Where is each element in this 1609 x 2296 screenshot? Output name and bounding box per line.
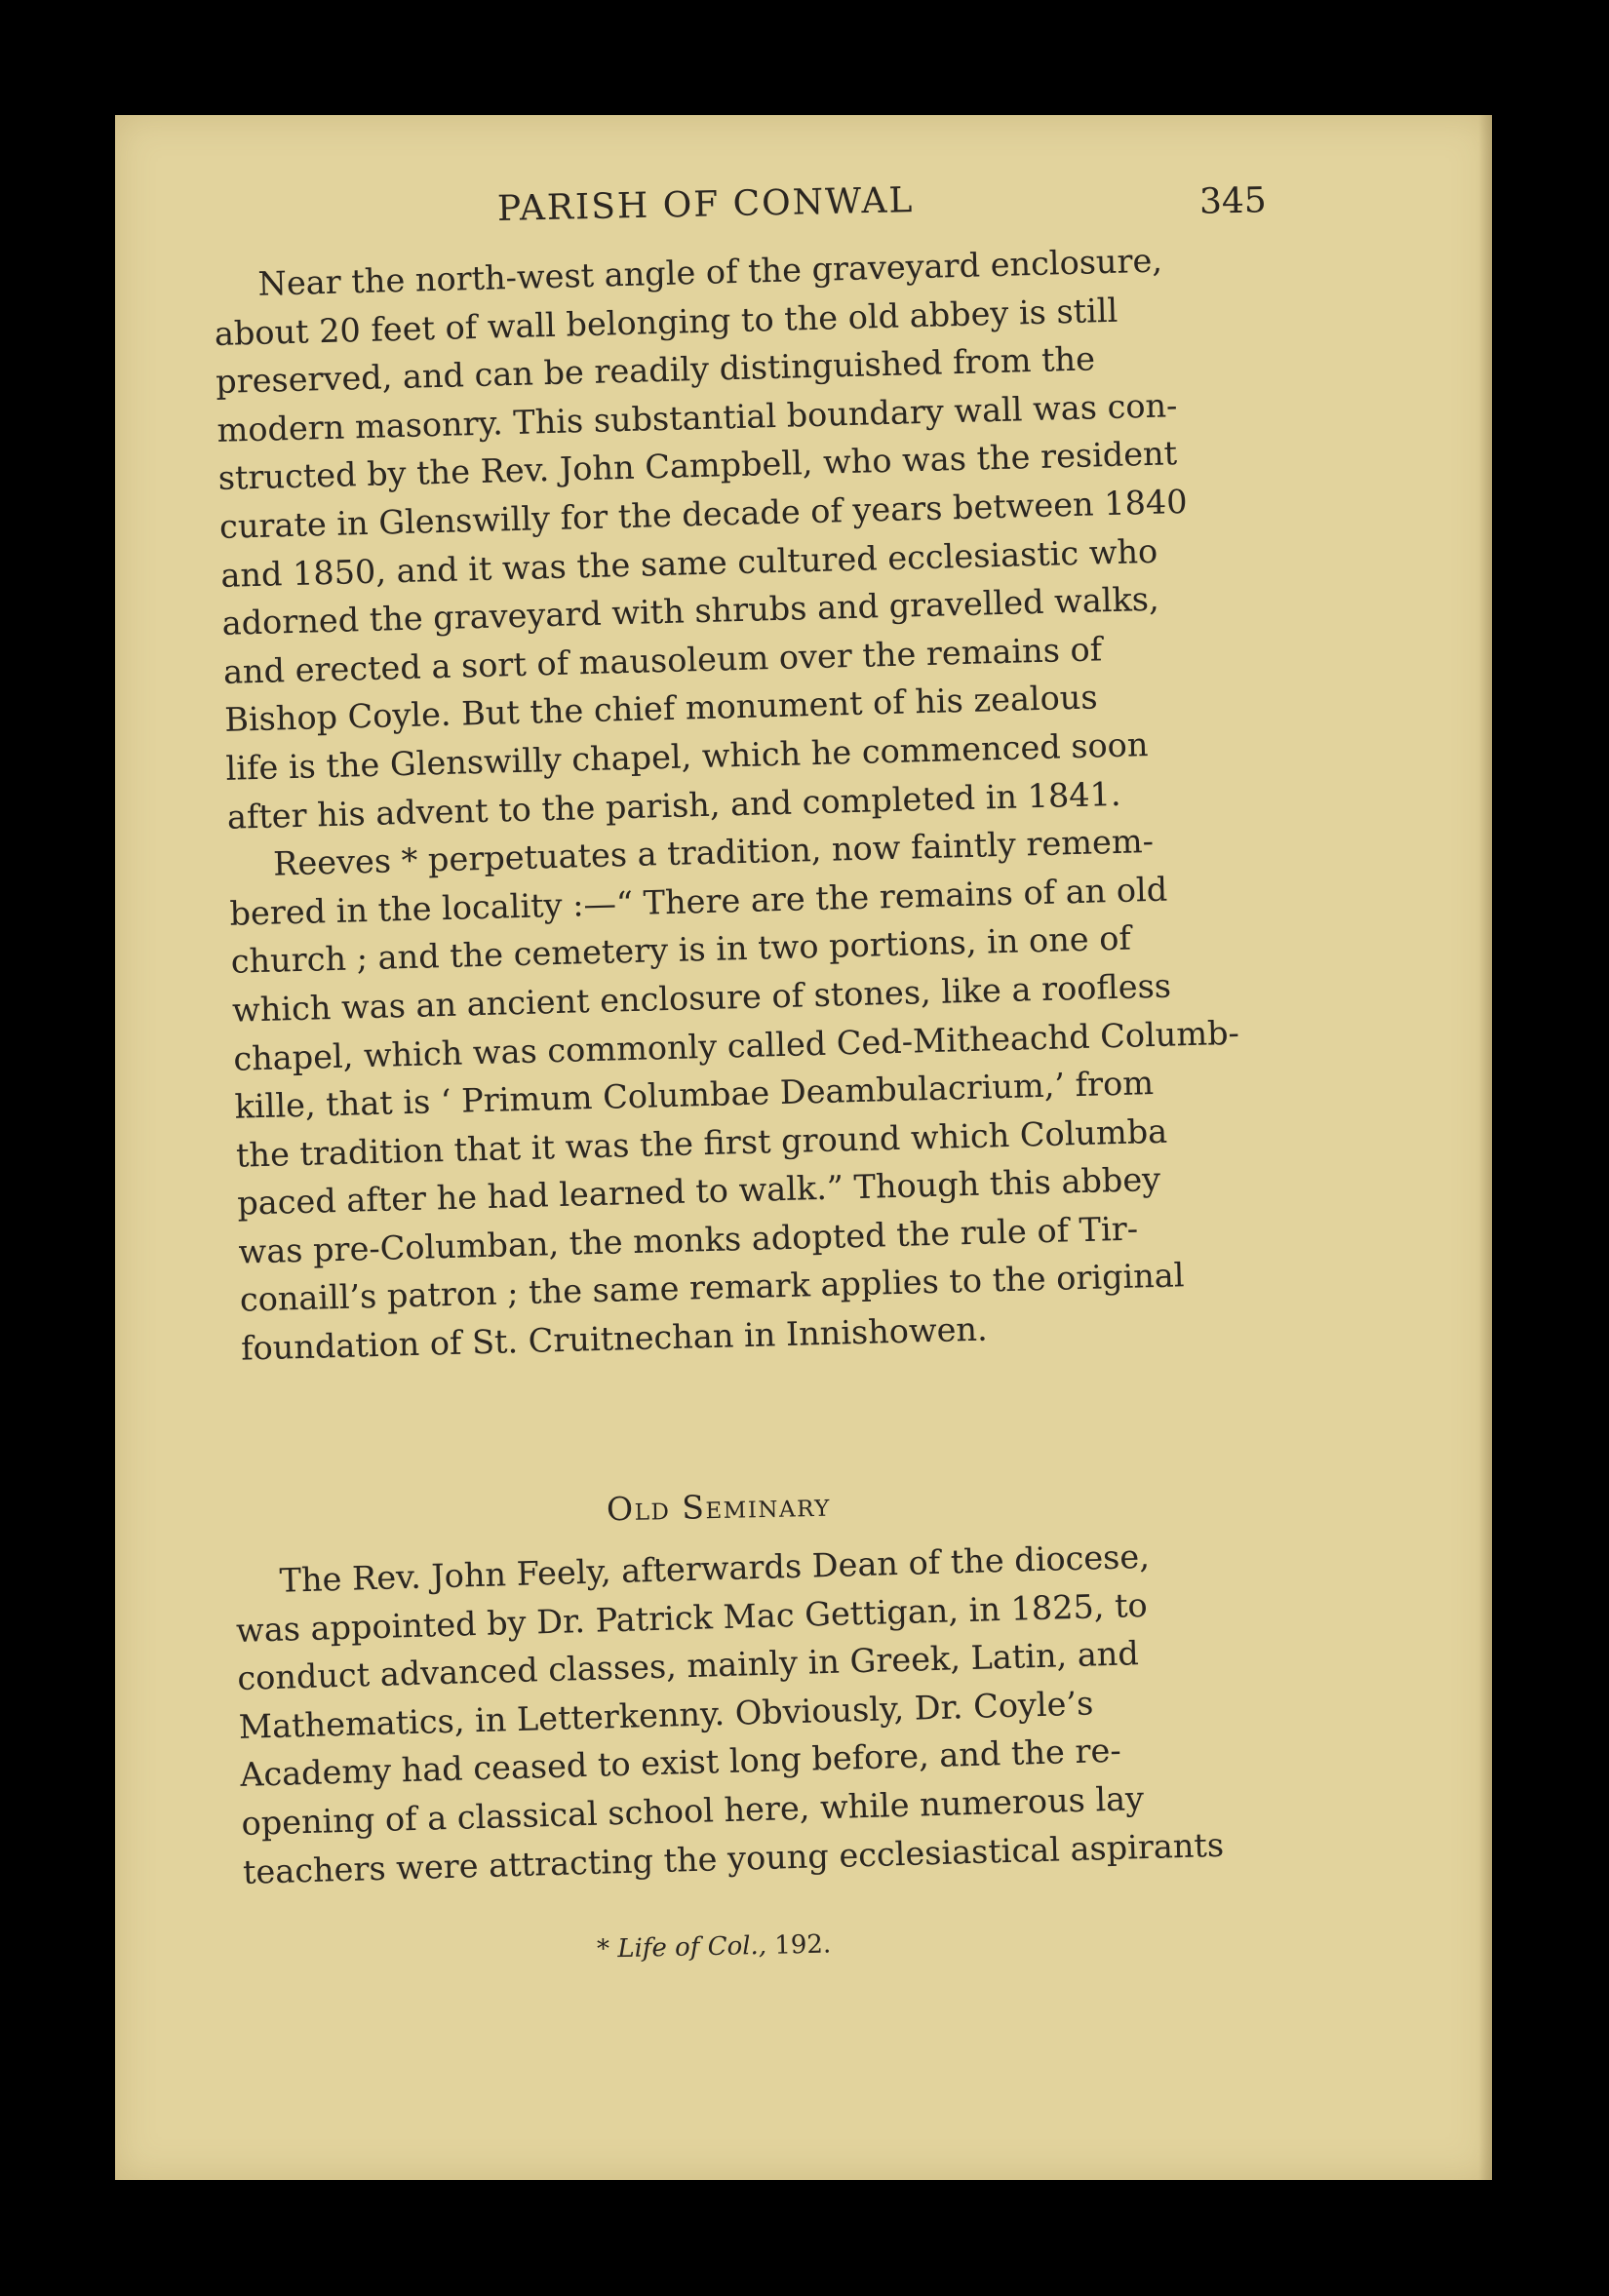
book-page	[115, 115, 1492, 2180]
text-line: modern masonry. This substantial boundary wall was con-	[216, 385, 1178, 449]
text-line: the tradition that it was the first ground which Columba	[235, 1111, 1168, 1175]
text-line: structed by the Rev. John Campbell, who was the resident	[217, 434, 1178, 498]
text-line: was pre-Columban, the monks adopted the rule of Tir-	[238, 1209, 1139, 1271]
text-line: curate in Glenswilly for the decade of years between 1840	[218, 482, 1188, 546]
main-text-block	[213, 235, 1265, 1374]
text-line: Academy had ceased to exist long before, and the re-	[239, 1732, 1122, 1795]
text-line: and erected a sort of mausoleum over the remains of	[222, 630, 1103, 691]
text-line: church ; and the cemetery is in two portions, in one of	[230, 918, 1132, 982]
text-line: The Rev. John Feely, afterwards Dean of the diocese,	[279, 1537, 1151, 1600]
running-title: PARISH OF CONWAL	[496, 180, 915, 229]
text-line: was appointed by Dr. Patrick Mac Gettigan, in 1825, to	[235, 1585, 1149, 1650]
text-line: Reeves * perpetuates a tradition, now faintly remem-	[272, 822, 1155, 883]
footnote-page: 192.	[774, 1929, 832, 1961]
text-line: paced after he had learned to walk.” Though this abbey	[236, 1160, 1161, 1223]
text-line: teachers were attracting the young ecclesiastical aspirants	[242, 1825, 1225, 1891]
text-line: bered in the locality :—“ There are the remains of an old	[229, 870, 1168, 933]
text-line: chapel, which was commonly called Ced-Mitheachd Columb-	[232, 1013, 1240, 1078]
page-number: 345	[1198, 180, 1268, 222]
text-line: foundation of St. Cruitnechan in Innishowen.	[240, 1309, 989, 1368]
footnote-marker: *	[596, 1934, 610, 1965]
text-line: conaill’s patron ; the same remark applies to the original	[239, 1256, 1185, 1320]
section-heading: Old Seminary	[606, 1485, 832, 1529]
text-line: Bishop Coyle. But the chief monument of his zealous	[223, 678, 1099, 740]
text-line: which was an ancient enclosure of stones, like a roofless	[231, 966, 1172, 1030]
page-header	[115, 180, 1492, 248]
text-line: and 1850, and it was the same cultured ecclesiastic who	[219, 531, 1158, 595]
footnote-citation: Life of Col.,	[616, 1930, 767, 1965]
text-line: life is the Glenswilly chapel, which he commenced soon	[225, 725, 1149, 788]
text-line: after his advent to the parish, and completed in 1841.	[226, 774, 1121, 837]
footnote	[597, 1929, 832, 1964]
text-line: about 20 feet of wall belonging to the old abbey is still	[214, 291, 1118, 353]
text-line: conduct advanced classes, mainly in Greek, Latin, and	[236, 1634, 1140, 1698]
text-line: Mathematics, in Letterkenny. Obviously, Dr. Coyle’s	[238, 1684, 1094, 1746]
text-line: opening of a classical school here, while numerous lay	[241, 1779, 1145, 1843]
seminary-text-block	[234, 1530, 1267, 1896]
text-line: adorned the graveyard with shrubs and gravelled walks,	[221, 579, 1160, 643]
text-line: Near the north-west angle of the graveyard enclosure,	[257, 241, 1163, 303]
text-line: preserved, and can be readily distinguished from the	[215, 339, 1096, 402]
text-line: kille, that is ‘ Primum Columbae Deambulacrium,’ from	[234, 1064, 1155, 1126]
